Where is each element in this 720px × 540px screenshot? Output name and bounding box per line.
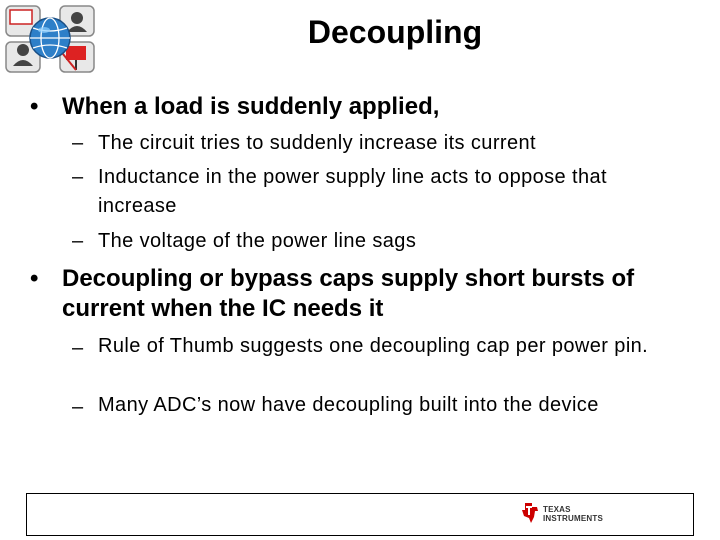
- ti-wordmark-line1: TEXAS: [543, 505, 571, 514]
- footer-bar: [26, 493, 694, 536]
- sub-bullet-text: The circuit tries to suddenly increase its current: [98, 132, 536, 154]
- sub-bullet-text: The voltage of the power line sags: [98, 230, 417, 252]
- dash-marker: –: [72, 337, 84, 359]
- bullet-marker: •: [30, 265, 39, 292]
- slide-title: Decoupling: [307, 14, 483, 50]
- ti-wordmark-line2: INSTRUMENTS: [543, 514, 603, 523]
- dash-marker: –: [72, 132, 84, 154]
- ti-logo: [521, 501, 617, 527]
- bullet-text: When a load is suddenly applied,: [62, 93, 440, 120]
- dash-marker: –: [72, 230, 84, 252]
- ti-wordmark: [543, 505, 603, 523]
- sub-bullet-text: Rule of Thumb suggests one decoupling cap per power pin.: [98, 335, 649, 357]
- bullet-text: Decoupling or bypass caps supply short bursts of current when the IC needs it: [62, 265, 635, 322]
- globe-network-icon: [4, 4, 96, 76]
- sub-bullet-text: Many ADC’s now have decoupling built into the device: [98, 394, 599, 416]
- sub-bullet-text: Inductance in the power supply line acts to oppose that increase: [98, 166, 607, 217]
- ti-logo-icon: [521, 501, 541, 525]
- dash-marker: –: [72, 166, 84, 188]
- dash-marker: –: [72, 396, 84, 418]
- bullet-marker: •: [30, 93, 39, 120]
